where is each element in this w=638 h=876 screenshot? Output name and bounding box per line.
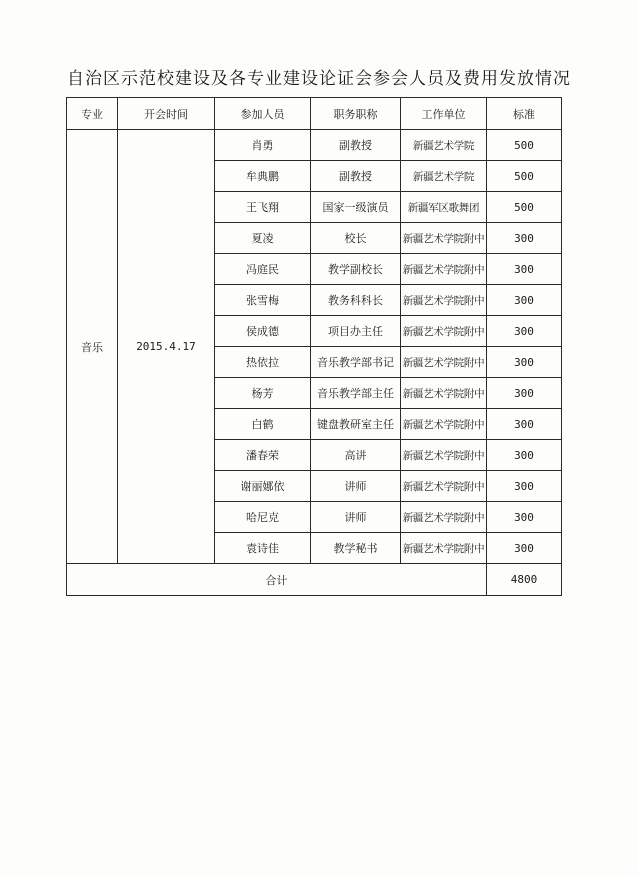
attendee-name-cell: 夏凌	[215, 223, 311, 254]
fee-cell: 300	[487, 254, 562, 285]
attendee-name-cell: 潘春荣	[215, 440, 311, 471]
fee-cell: 500	[487, 161, 562, 192]
attendee-name-cell: 哈尼克	[215, 502, 311, 533]
position-cell: 副教授	[311, 161, 401, 192]
fee-cell: 300	[487, 409, 562, 440]
total-label: 合计	[67, 564, 487, 596]
fee-cell: 300	[487, 223, 562, 254]
position-cell: 教学副校长	[311, 254, 401, 285]
work-unit-cell: 新疆艺术学院附中	[401, 533, 487, 564]
work-unit-cell: 新疆艺术学院附中	[401, 347, 487, 378]
attendee-name-cell: 白鹤	[215, 409, 311, 440]
work-unit-cell: 新疆艺术学院附中	[401, 409, 487, 440]
header-attendee: 参加人员	[215, 98, 311, 130]
major-cell: 音乐	[67, 130, 118, 564]
work-unit-cell: 新疆军区歌舞团	[401, 192, 487, 223]
work-unit-cell: 新疆艺术学院附中	[401, 285, 487, 316]
fee-cell: 300	[487, 440, 562, 471]
work-unit-cell: 新疆艺术学院附中	[401, 440, 487, 471]
fee-cell: 300	[487, 471, 562, 502]
fee-cell: 500	[487, 192, 562, 223]
meeting-date-cell: 2015.4.17	[118, 130, 215, 564]
position-cell: 音乐教学部书记	[311, 347, 401, 378]
fee-cell: 500	[487, 130, 562, 161]
attendee-name-cell: 谢丽娜依	[215, 471, 311, 502]
position-cell: 校长	[311, 223, 401, 254]
work-unit-cell: 新疆艺术学院	[401, 161, 487, 192]
work-unit-cell: 新疆艺术学院	[401, 130, 487, 161]
fee-cell: 300	[487, 533, 562, 564]
total-row	[67, 564, 562, 596]
attendee-name-cell: 肖勇	[215, 130, 311, 161]
position-cell: 教学秘书	[311, 533, 401, 564]
position-cell: 音乐教学部主任	[311, 378, 401, 409]
position-cell: 键盘教研室主任	[311, 409, 401, 440]
attendee-name-cell: 王飞翔	[215, 192, 311, 223]
work-unit-cell: 新疆艺术学院附中	[401, 378, 487, 409]
work-unit-cell: 新疆艺术学院附中	[401, 254, 487, 285]
position-cell: 讲师	[311, 471, 401, 502]
attendee-name-cell: 冯庭民	[215, 254, 311, 285]
table-row	[67, 130, 562, 161]
attendee-name-cell: 张雪梅	[215, 285, 311, 316]
fee-cell: 300	[487, 378, 562, 409]
header-date: 开会时间	[118, 98, 215, 130]
fee-cell: 300	[487, 347, 562, 378]
position-cell: 项目办主任	[311, 316, 401, 347]
attendee-name-cell: 侯成德	[215, 316, 311, 347]
attendee-fee-table	[66, 97, 562, 596]
fee-cell: 300	[487, 316, 562, 347]
page-title: 自治区示范校建设及各专业建设论证会参会人员及费用发放情况	[67, 69, 571, 89]
header-fee-standard: 标准	[487, 98, 562, 130]
table-header-row	[67, 98, 562, 130]
attendee-name-cell: 袁诗佳	[215, 533, 311, 564]
position-cell: 高讲	[311, 440, 401, 471]
table-body	[67, 130, 562, 596]
work-unit-cell: 新疆艺术学院附中	[401, 471, 487, 502]
position-cell: 国家一级演员	[311, 192, 401, 223]
position-cell: 讲师	[311, 502, 401, 533]
attendee-name-cell: 杨芳	[215, 378, 311, 409]
work-unit-cell: 新疆艺术学院附中	[401, 223, 487, 254]
header-major: 专业	[67, 98, 118, 130]
header-position: 职务职称	[311, 98, 401, 130]
work-unit-cell: 新疆艺术学院附中	[401, 502, 487, 533]
work-unit-cell: 新疆艺术学院附中	[401, 316, 487, 347]
position-cell: 教务科科长	[311, 285, 401, 316]
header-work-unit: 工作单位	[401, 98, 487, 130]
total-value: 4800	[487, 564, 562, 596]
fee-cell: 300	[487, 285, 562, 316]
fee-cell: 300	[487, 502, 562, 533]
position-cell: 副教授	[311, 130, 401, 161]
attendee-name-cell: 牟典鹏	[215, 161, 311, 192]
attendee-name-cell: 热依拉	[215, 347, 311, 378]
